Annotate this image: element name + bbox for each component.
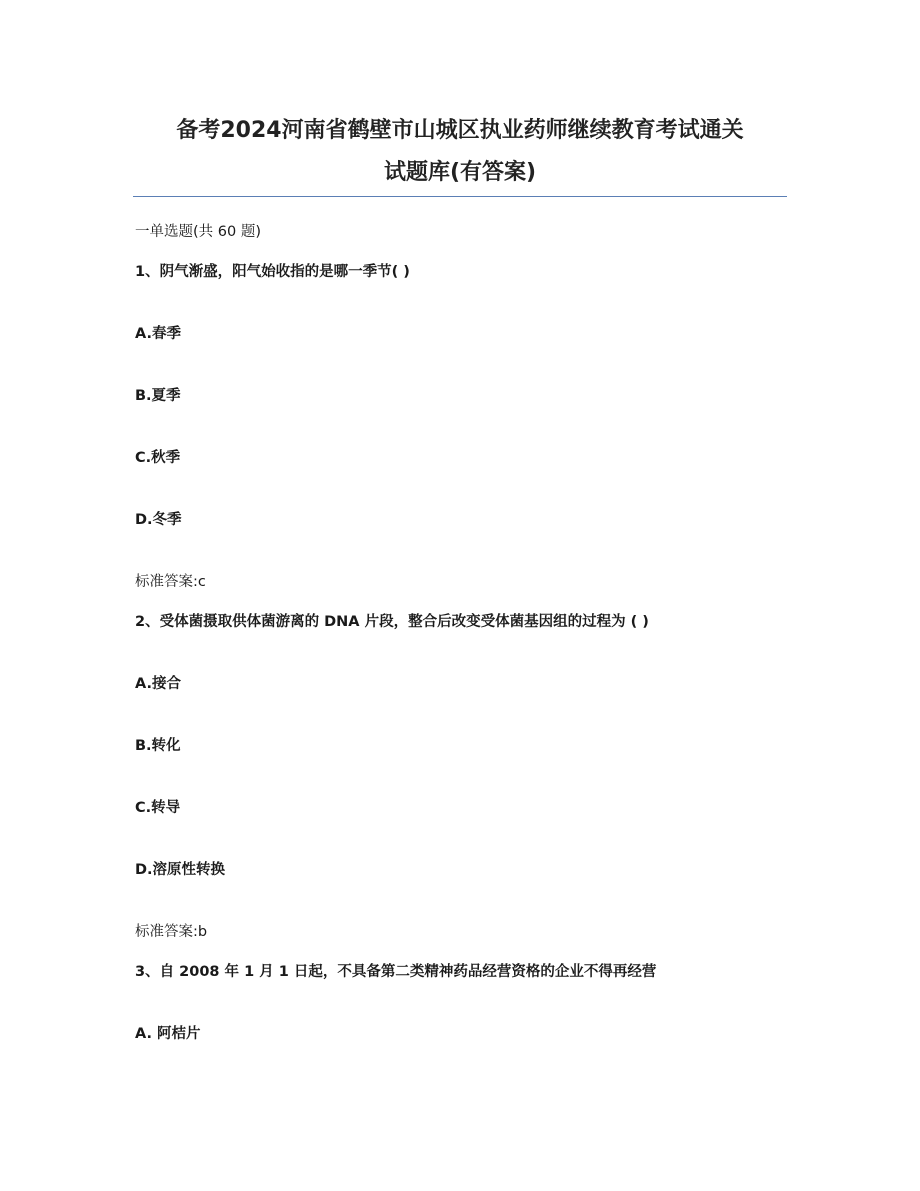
question-2-option-c: C.转导 [135,800,181,816]
document-title-line-1: 备考2024河南省鹤壁市山城区执业药师继续教育考试通关 [176,118,744,143]
question-1-option-a: A.春季 [135,326,181,342]
question-2-option-b: B.转化 [135,738,181,754]
question-2-option-a: A.接合 [135,676,181,692]
question-2-text: 2、受体菌摄取供体菌游离的 DNA 片段，整合后改变受体菌基因组的过程为 ( ) [135,614,649,630]
question-2-option-d: D.溶原性转换 [135,862,226,878]
question-3-option-a: A. 阿桔片 [135,1026,201,1042]
question-1-text: 1、阴气渐盛，阳气始收指的是哪一季节( ) [135,264,410,280]
question-1-option-b: B.夏季 [135,388,181,404]
question-1-option-d: D.冬季 [135,512,182,528]
question-2-answer: 标准答案:b [135,924,208,940]
section-heading: 一单选题(共 60 题) [135,224,261,240]
question-1-option-c: C.秋季 [135,450,181,466]
question-3-text: 3、自 2008 年 1 月 1 日起，不具备第二类精神药品经营资格的企业不得再经营 [135,964,657,980]
title-divider [133,196,787,197]
document-title-line-2: 试题库(有答案) [383,160,537,185]
question-1-answer: 标准答案:c [135,574,206,590]
